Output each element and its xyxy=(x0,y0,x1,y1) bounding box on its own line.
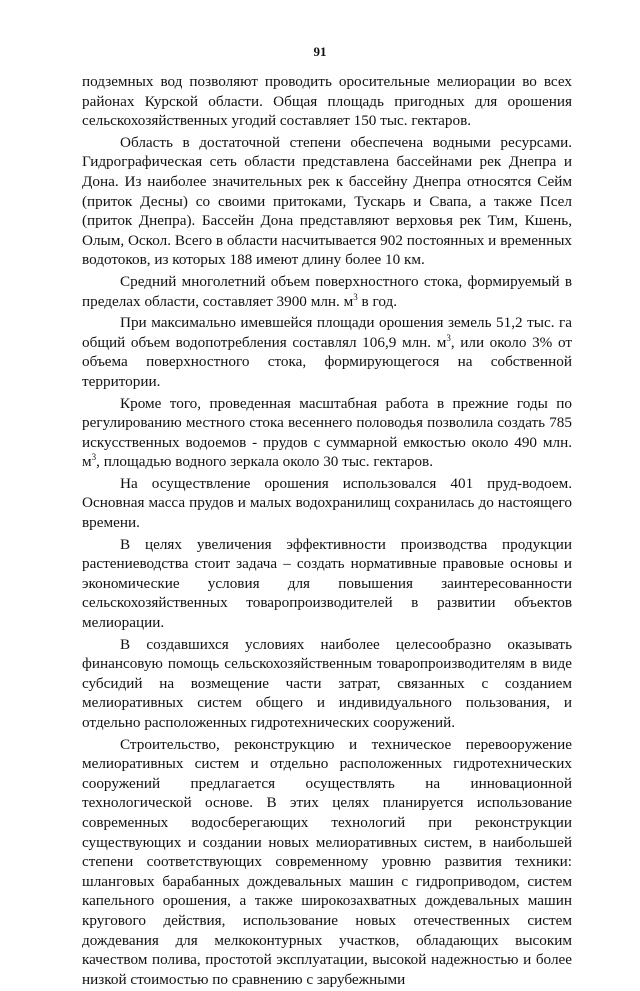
paragraph: В создавшихся условиях наиболее целесообразно оказывать финансовую помощь сельскохозяйственным товаропроизводителям в виде субсидий на возмещение части затрат, связанных с созданием мелиоративных систем общего и индивидуального пользования, и отдельно расположенных гидротехнических сооружений. xyxy=(82,635,572,731)
paragraph-text: При максимально имевшейся площади орошения земель 51,2 тыс. га общий объем водопотребления составлял 106,9 млн. м xyxy=(82,314,572,351)
paragraph: Область в достаточной степени обеспечена водными ресурсами. Гидрографическая сеть области представлена бассейнами рек Днепра и Дона. Из наиболее значительных рек к бассейну Днепра относятся Сейм (приток Десны) со своими притоками, Тускарь и Свапа, а также Псел (приток Днепра). Бассейн Дона представляют верховья рек Тим, Кшень, Олым, Оскол. Всего в области насчитывается 902 постоянных и временных водотоков, из которых 188 имеют длину более 10 км. xyxy=(82,133,572,269)
page-number: 91 xyxy=(313,44,327,59)
paragraph-text: Средний многолетний объем поверхностного стока, формируемый в пределах области, составляет 3900 млн. м xyxy=(82,272,572,310)
superscript: 3 xyxy=(353,291,358,302)
paragraph xyxy=(82,394,572,472)
superscript: 3 xyxy=(446,332,451,343)
paragraph xyxy=(82,272,572,311)
paragraph xyxy=(82,313,572,391)
body-text xyxy=(82,72,572,991)
paragraph: В целях увеличения эффективности производства продукции растениеводства стоит задача – создать нормативные правовые основы и экономические условия для повышения заинтересованности сельскохозяйственных товаропроизводителей в развитии объектов мелиорации. xyxy=(82,535,572,632)
paragraph-text: , площадью водного зеркала около 30 тыс. гектаров. xyxy=(96,453,434,471)
paragraph-text: в год. xyxy=(357,292,398,310)
superscript: 3 xyxy=(91,452,97,463)
paragraph: подземных вод позволяют проводить оросительные мелиорации во всех районах Курской области. Общая площадь пригодных для орошения сельскохозяйственных угодий составляет 150 тыс. гектаров. xyxy=(82,73,572,130)
paragraph: На осуществление орошения использовался 401 пруд-водоем. Основная масса прудов и малых водохранилищ сохранилась до настоящего времени. xyxy=(82,474,572,532)
paragraph-text: , или около 3% от объема поверхностного стока, формирующегося на собственной территории. xyxy=(82,333,572,390)
paragraph: Строительство, реконструкцию и техническое перевооружение мелиоративных систем и отдельно расположенных гидротехнических сооружений предлагается осуществлять на инновационной технологической основе. В этих целях планируется использование современных водосберегающих технологий при реконструкции существующих и создании новых мелиоративных систем, в наибольшей степени соответствующих современному уровню развития техники: шланговых барабанных дождевальных машин с гидроприводом, систем капельного орошения, а также широкозахватных дождевальных машин кругового действия, использование новых отечественных систем дождевания для мелкоконтурных участков, обладающих высоким качеством полива, простотой эксплуатации, высокой надежностью и более низкой стоимостью по сравнению с зарубежными xyxy=(82,735,572,988)
paragraph-text: Кроме того, проведенная масштабная работа в прежние годы по регулированию местного стока весеннего половодья позволила создать 785 искусственных водоемов - прудов с суммарной емкостью около 490 млн. м xyxy=(82,394,572,471)
